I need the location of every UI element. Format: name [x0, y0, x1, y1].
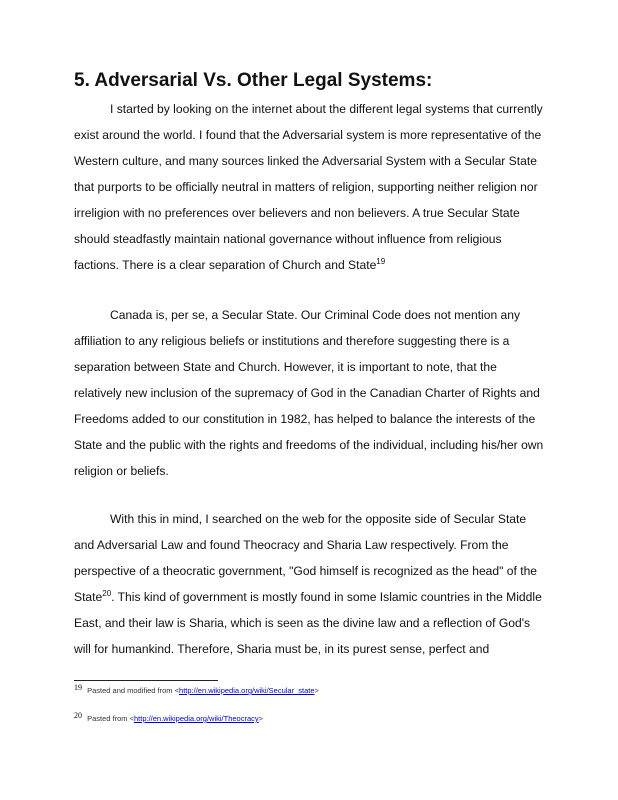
- paragraph-1: [74, 96, 554, 278]
- paragraph-line: irreligion with no preferences over believers and non believers. A true Secular State: [74, 206, 520, 220]
- paragraph-line: affiliation to any religious beliefs or institutions and therefore suggesting there is a: [74, 334, 510, 348]
- paragraph-line: exist around the world. I found that the Adversarial system is more representative of the: [74, 128, 542, 142]
- section-heading: 5. Adversarial Vs. Other Legal Systems:: [74, 70, 433, 91]
- footnote-prefix: Pasted and modified from <: [87, 686, 180, 695]
- footnote-link[interactable]: http://en.wikipedia.org/wiki/Theocracy: [134, 714, 259, 723]
- paragraph-line: that purports to be officially neutral in matters of religion, supporting neither religion nor: [74, 180, 538, 194]
- paragraph-line: With this in mind, I searched on the web for the opposite side of Secular State: [110, 512, 527, 526]
- footnote-suffix: >: [314, 686, 319, 695]
- paragraph-text: State: [74, 590, 103, 604]
- paragraph-line: should steadfastly maintain national governance without influence from religious: [74, 232, 502, 246]
- footnote-20: [74, 710, 264, 723]
- paragraph-line: and Adversarial Law and found Theocracy and Sharia Law respectively. From the: [74, 538, 509, 552]
- footnote-19: [74, 682, 319, 695]
- paragraph-text: . This kind of government is mostly found in some Islamic countries in the Middle: [111, 590, 542, 604]
- paragraph-2: [74, 302, 554, 484]
- paragraph-line: Freedoms added to our constitution in 1982, has helped to balance the interests of the: [74, 412, 536, 426]
- paragraph-line: Western culture, and many sources linked the Adversarial System with a Secular State: [74, 154, 537, 168]
- footnote-suffix: >: [258, 714, 264, 723]
- paragraph-line-last: [74, 252, 554, 278]
- footnote-link[interactable]: http://en.wikipedia.org/wiki/Secular_state: [179, 686, 315, 695]
- paragraph-line: relatively new inclusion of the supremacy of God in the Canadian Charter of Rights and: [74, 386, 540, 400]
- paragraph-line: State and the public with the rights and freedoms of the individual, including his/her own: [74, 438, 544, 452]
- paragraph-line: East, and their law is Sharia, which is seen as the divine law and a reflection of God's: [74, 616, 531, 630]
- paragraph-line: I started by looking on the internet about the different legal systems that currently: [110, 102, 543, 116]
- footnote-number: 20: [74, 710, 82, 720]
- paragraph-line-with-ref: [74, 584, 554, 610]
- paragraph-line: Canada is, per se, a Secular State. Our Criminal Code does not mention any: [110, 308, 521, 322]
- footnote-prefix: Pasted from <: [87, 714, 134, 723]
- paragraph-line: separation between State and Church. However, it is important to note, that the: [74, 360, 497, 374]
- footnote-ref-19[interactable]: 19: [376, 256, 386, 266]
- footnote-ref-20[interactable]: 20: [102, 588, 112, 598]
- footnote-separator: [74, 680, 218, 681]
- footnote-number: 19: [74, 682, 82, 692]
- paragraph-line: religion or beliefs.: [74, 464, 169, 478]
- paragraph-line: will for humankind. Therefore, Sharia must be, in its purest sense, perfect and: [74, 642, 490, 656]
- paragraph-line: perspective of a theocratic government, "God himself is recognized as the head" of the: [74, 564, 538, 578]
- paragraph-3: [74, 506, 554, 662]
- paragraph-text: factions. There is a clear separation of Church and State: [74, 258, 377, 272]
